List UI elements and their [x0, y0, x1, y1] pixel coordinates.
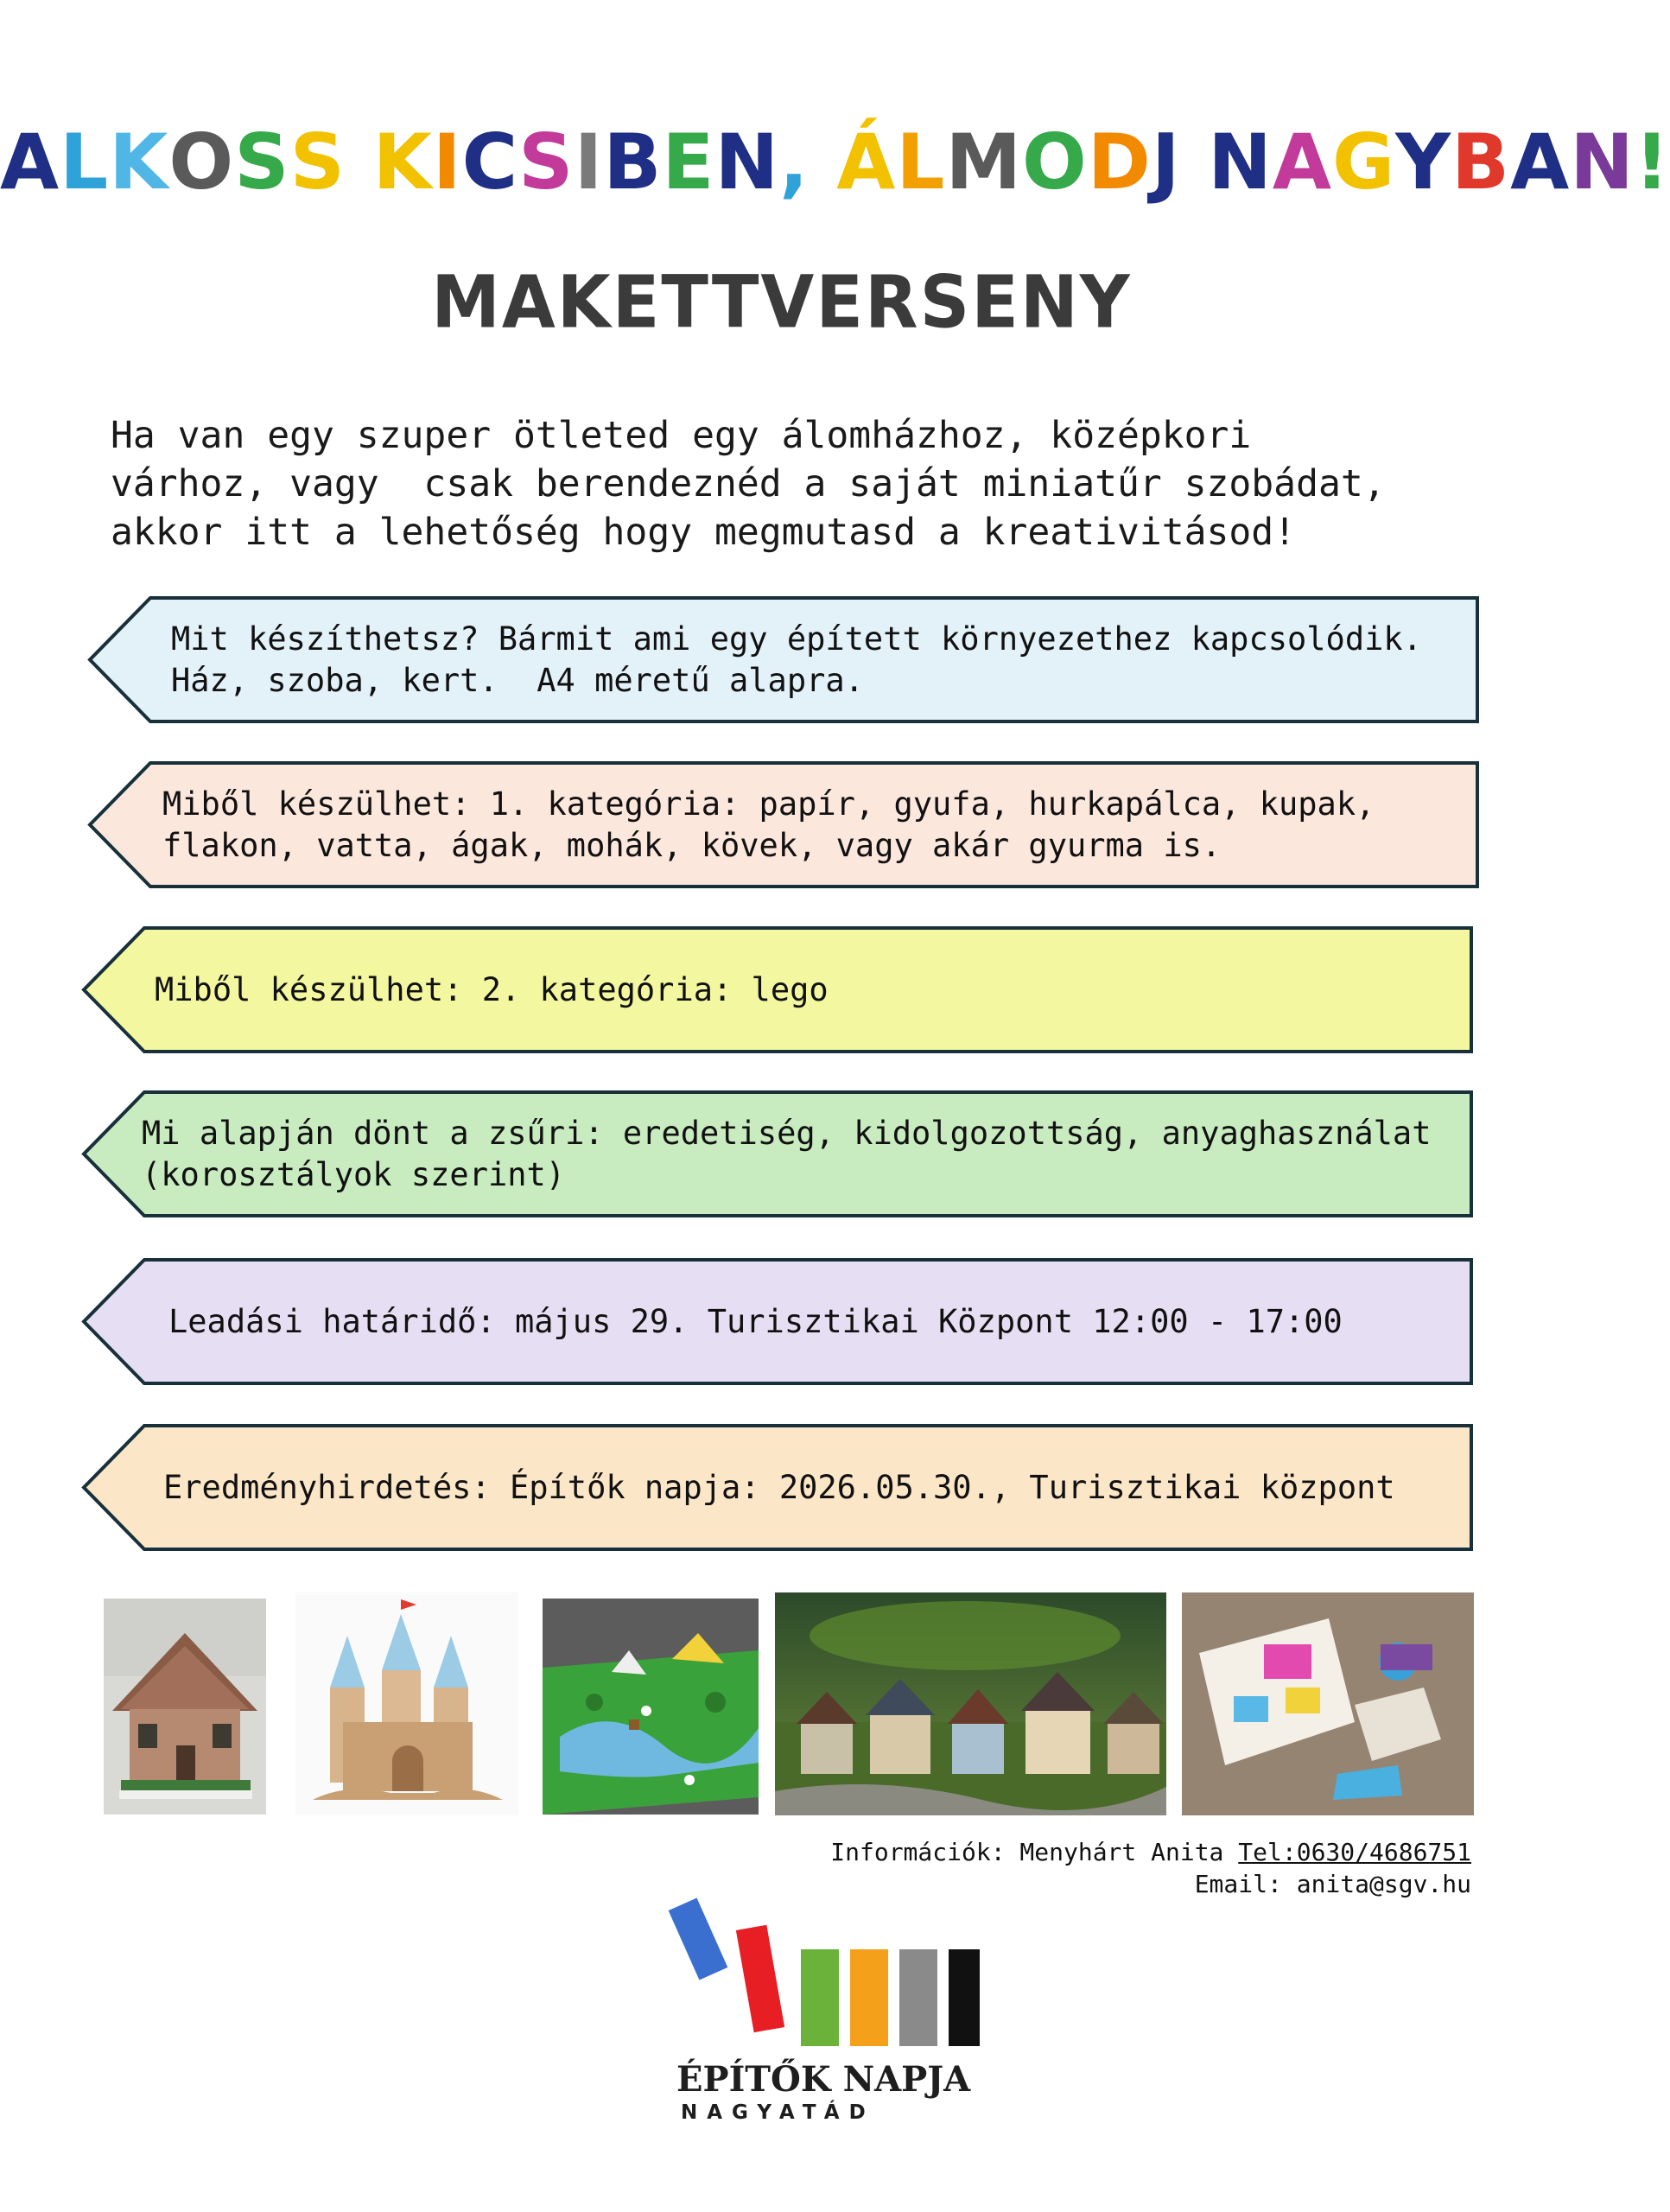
headline-letter: J: [1151, 118, 1181, 207]
headline-letter: A: [1510, 118, 1571, 207]
box-line: Mi alapján dönt a zsűri: eredetiség, kidolgozottság, anyaghasználat: [142, 1114, 1432, 1152]
headline-letter: I: [574, 118, 604, 207]
headline-letter: N: [1208, 118, 1273, 207]
subtitle: MAKETTVERSENY: [431, 259, 1132, 345]
box-line: Miből készülhet: 2. kategória: lego: [155, 970, 829, 1008]
headline-letter: L: [60, 118, 110, 207]
headline-letter: N: [1570, 118, 1635, 207]
headline-letter: B: [1451, 118, 1511, 207]
headline-letter: K: [372, 118, 433, 207]
info-box-jury: [82, 1090, 1473, 1217]
intro-line: Ha van egy szuper ötleted egy álomházhoz, középkori: [111, 414, 1252, 457]
box-line: (korosztályok szerint): [142, 1155, 566, 1193]
logo-bar: [949, 1949, 980, 2046]
headline-letter: Á: [836, 118, 897, 207]
headline-letter: S: [518, 118, 575, 207]
headline-letter: A: [0, 118, 60, 207]
logo-bar: [736, 1925, 784, 2032]
info-box-material-1: [88, 761, 1479, 888]
headline-letter: K: [109, 118, 169, 207]
contact-line-info: [830, 1836, 1471, 1868]
email-line[interactable]: Email: anita@sgv.hu: [1194, 1870, 1471, 1898]
headline-letter: [1181, 119, 1209, 206]
box-line: flakon, vatta, ágak, mohák, kövek, vagy akár gyurma is.: [162, 826, 1222, 864]
headline-letter: O: [168, 118, 235, 207]
headline: [0, 118, 1670, 207]
logo-bar: [850, 1949, 888, 2046]
box-line: Leadási határidő: május 29. Turisztikai Központ 12:00 - 17:00: [168, 1302, 1343, 1340]
headline-letter: C: [461, 118, 519, 207]
headline-letter: I: [432, 118, 462, 207]
headline-letter: O: [1022, 118, 1088, 207]
headline-letter: [810, 119, 837, 206]
headline-letter: N: [714, 118, 780, 207]
headline-letter: [346, 119, 373, 206]
box-line: Miből készülhet: 1. kategória: papír, gyufa, hurkapálca, kupak,: [162, 785, 1375, 823]
headline-letter: B: [603, 118, 663, 207]
logo-title: ÉPÍTŐK NAPJA: [676, 2059, 971, 2100]
photo-miniature-village: [775, 1592, 1166, 1815]
box-line: Eredményhirdetés: Építők napja: 2026.05.30., Turisztikai központ: [163, 1468, 1395, 1506]
info-box-results: [82, 1424, 1473, 1551]
headline-letter: S: [289, 118, 346, 207]
headline-letter: A: [1272, 118, 1333, 207]
logo-bar: [669, 1897, 728, 1980]
headline-letter: G: [1332, 118, 1396, 207]
logo-subtitle: NAGYATÁD: [681, 2101, 875, 2124]
intro-line: akkor itt a lehetőség hogy megmutasd a kreativitásod!: [111, 511, 1297, 554]
contact-label: Információk: Menyhárt Anita: [830, 1838, 1239, 1866]
contact-info: [830, 1836, 1471, 1900]
info-box-what: [88, 596, 1479, 723]
intro-line: várhoz, vagy csak berendeznéd a saját miniatűr szobádat,: [111, 462, 1386, 505]
headline-letter: L: [896, 118, 946, 207]
photo-miniature-house: [104, 1599, 266, 1815]
headline-letter: ,: [779, 118, 810, 207]
box-line: Ház, szoba, kert. A4 méretű alapra.: [171, 661, 864, 699]
photo-lego-landscape: [543, 1599, 759, 1815]
info-box-deadline: [82, 1258, 1473, 1385]
info-box-material-2: [82, 926, 1473, 1053]
headline-letter: D: [1087, 118, 1152, 207]
logo-bar: [899, 1949, 937, 2046]
headline-letter: Y: [1395, 118, 1451, 207]
headline-letter: E: [662, 118, 715, 207]
phone-link[interactable]: Tel:0630/4686751: [1238, 1838, 1471, 1866]
photo-miniature-room: [1182, 1592, 1474, 1815]
headline-letter: M: [945, 118, 1023, 207]
headline-letter: S: [234, 118, 290, 207]
logo-bar: [801, 1949, 839, 2046]
box-line: Mit készíthetsz? Bármit ami egy épített környezethez kapcsolódik.: [171, 620, 1422, 658]
intro-paragraph: [111, 411, 1458, 556]
photo-paper-castle: [295, 1592, 518, 1815]
headline-letter: !: [1634, 118, 1670, 207]
